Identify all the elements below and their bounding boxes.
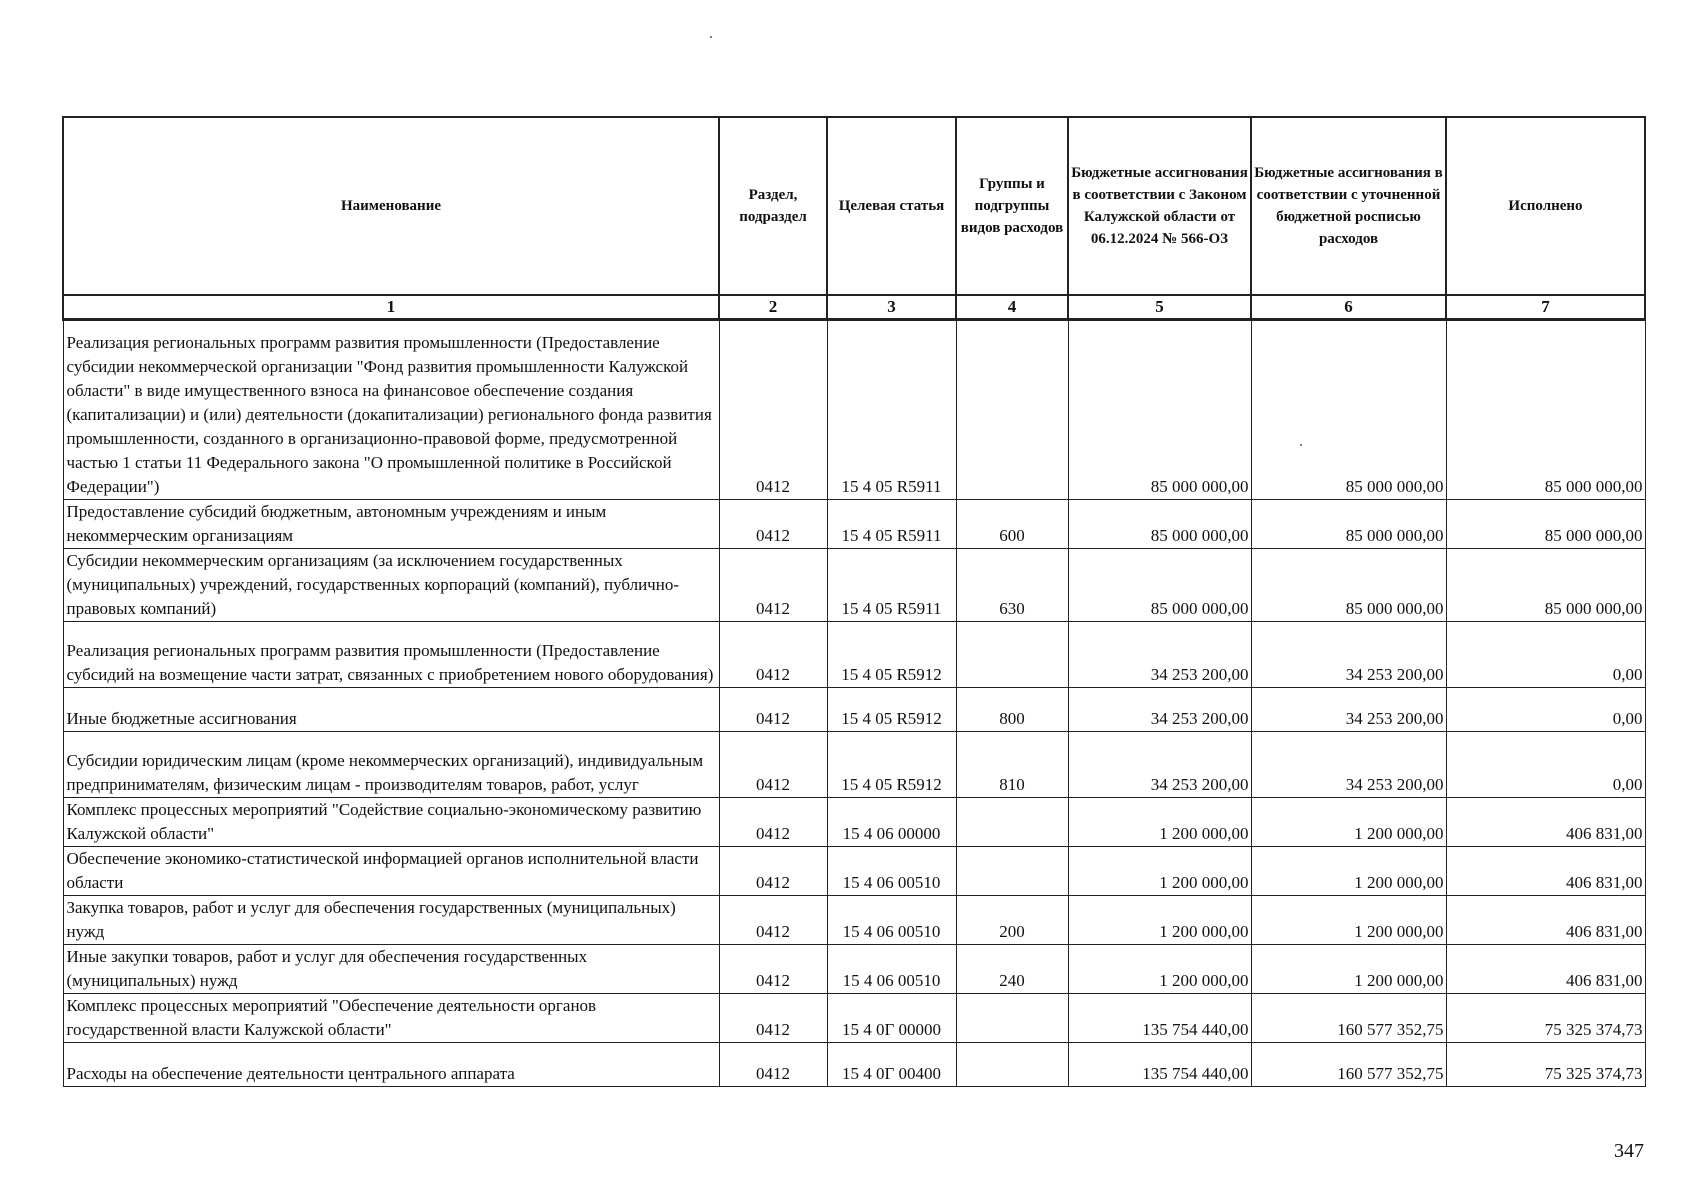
cell-law-amount: 1 200 000,00: [1068, 847, 1251, 896]
cell-executed-amount: 0,00: [1446, 732, 1645, 798]
cell-target-article: 15 4 05 R5912: [827, 688, 956, 732]
cell-expense-group: [956, 622, 1068, 688]
cell-expense-group: 600: [956, 500, 1068, 549]
cell-name: Субсидии юридическим лицам (кроме некоммерческих организаций), индивидуальным предпринимателям, физическим лицам - производителям товаров, работ, услуг: [63, 732, 719, 798]
cell-target-article: 15 4 06 00510: [827, 945, 956, 994]
cell-target-article: 15 4 06 00000: [827, 798, 956, 847]
cell-target-article: 15 4 06 00510: [827, 896, 956, 945]
cell-refined-amount: 34 253 200,00: [1251, 732, 1446, 798]
cell-expense-group: 630: [956, 549, 1068, 622]
header-name: Наименование: [63, 117, 719, 295]
header-refined-allocations: Бюджетные ассигнования в соответствии с уточненной бюджетной росписью расходов: [1251, 117, 1446, 295]
table-row: [63, 1043, 1645, 1087]
cell-law-amount: 85 000 000,00: [1068, 320, 1251, 500]
column-number: 7: [1446, 295, 1645, 320]
cell-refined-amount: 1 200 000,00: [1251, 896, 1446, 945]
table-row: [63, 622, 1645, 688]
cell-name: Иные закупки товаров, работ и услуг для обеспечения государственных (муниципальных) нужд: [63, 945, 719, 994]
column-number: 2: [719, 295, 827, 320]
cell-name: Закупка товаров, работ и услуг для обеспечения государственных (муниципальных) нужд: [63, 896, 719, 945]
table-row: [63, 732, 1645, 798]
scan-speck: [710, 36, 712, 38]
cell-target-article: 15 4 05 R5911: [827, 320, 956, 500]
header-executed: Исполнено: [1446, 117, 1645, 295]
cell-refined-amount: 85 000 000,00: [1251, 549, 1446, 622]
cell-law-amount: 34 253 200,00: [1068, 622, 1251, 688]
cell-law-amount: 34 253 200,00: [1068, 688, 1251, 732]
cell-law-amount: 34 253 200,00: [1068, 732, 1251, 798]
cell-law-amount: 135 754 440,00: [1068, 994, 1251, 1043]
cell-refined-amount: 85 000 000,00: [1251, 500, 1446, 549]
page-number: 347: [1614, 1140, 1644, 1162]
cell-name: Иные бюджетные ассигнования: [63, 688, 719, 732]
table-row: [63, 500, 1645, 549]
cell-target-article: 15 4 0Г 00400: [827, 1043, 956, 1087]
cell-section: 0412: [719, 896, 827, 945]
cell-executed-amount: 75 325 374,73: [1446, 994, 1645, 1043]
cell-executed-amount: 406 831,00: [1446, 847, 1645, 896]
header-row: [63, 117, 1645, 295]
cell-refined-amount: 34 253 200,00: [1251, 688, 1446, 732]
cell-target-article: 15 4 05 R5912: [827, 732, 956, 798]
table-body: [63, 320, 1645, 1087]
header-section: Раздел, подраздел: [719, 117, 827, 295]
cell-target-article: 15 4 05 R5912: [827, 622, 956, 688]
column-number: 5: [1068, 295, 1251, 320]
column-number: 6: [1251, 295, 1446, 320]
cell-law-amount: 135 754 440,00: [1068, 1043, 1251, 1087]
table-row: [63, 994, 1645, 1043]
cell-expense-group: [956, 320, 1068, 500]
table-row: [63, 945, 1645, 994]
cell-law-amount: 1 200 000,00: [1068, 798, 1251, 847]
cell-executed-amount: 0,00: [1446, 622, 1645, 688]
cell-section: 0412: [719, 500, 827, 549]
header-law-allocations: Бюджетные ассигнования в соответствии с Законом Калужской области от 06.12.2024 № 566-ОЗ: [1068, 117, 1251, 295]
cell-section: 0412: [719, 1043, 827, 1087]
cell-refined-amount: 160 577 352,75: [1251, 1043, 1446, 1087]
column-number-row: [63, 295, 1645, 320]
cell-section: 0412: [719, 994, 827, 1043]
cell-name: Субсидии некоммерческим организациям (за исключением государственных (муниципальных) учреждений, государственных корпораций (компаний), публично-правовых компаний): [63, 549, 719, 622]
cell-section: 0412: [719, 847, 827, 896]
cell-refined-amount: 1 200 000,00: [1251, 847, 1446, 896]
cell-refined-amount: 160 577 352,75: [1251, 994, 1446, 1043]
cell-target-article: 15 4 0Г 00000: [827, 994, 956, 1043]
cell-expense-group: 800: [956, 688, 1068, 732]
cell-executed-amount: 0,00: [1446, 688, 1645, 732]
cell-expense-group: 200: [956, 896, 1068, 945]
table-row: [63, 688, 1645, 732]
cell-target-article: 15 4 05 R5911: [827, 500, 956, 549]
cell-law-amount: 85 000 000,00: [1068, 500, 1251, 549]
cell-executed-amount: 406 831,00: [1446, 798, 1645, 847]
cell-name: Комплекс процессных мероприятий "Обеспечение деятельности органов государственной власти Калужской области": [63, 994, 719, 1043]
cell-law-amount: 1 200 000,00: [1068, 896, 1251, 945]
table-row: [63, 798, 1645, 847]
cell-refined-amount: 85 000 000,00: [1251, 320, 1446, 500]
cell-expense-group: 240: [956, 945, 1068, 994]
cell-name: Расходы на обеспечение деятельности центрального аппарата: [63, 1043, 719, 1087]
table-row: [63, 896, 1645, 945]
table-row: [63, 320, 1645, 500]
budget-execution-table: [62, 116, 1646, 1087]
cell-name: Обеспечение экономико-статистической информацией органов исполнительной власти области: [63, 847, 719, 896]
cell-name: Реализация региональных программ развития промышленности (Предоставление субсидии некоммерческой организации "Фонд развития промышленности Калужской области" в виде имущественного взноса на финансовое обеспечение создания (капитализации) и (или) деятельности (докапитализации) регионального фонда развития промышленности, созданного в организационно-правовой форме, предусмотренной частью 1 статьи 11 Федерального закона "О промышленной политике в Российской Федерации"): [63, 320, 719, 500]
cell-expense-group: [956, 994, 1068, 1043]
cell-name: Реализация региональных программ развития промышленности (Предоставление субсидий на возмещение части затрат, связанных с приобретением нового оборудования): [63, 622, 719, 688]
cell-law-amount: 1 200 000,00: [1068, 945, 1251, 994]
cell-expense-group: 810: [956, 732, 1068, 798]
table-row: [63, 847, 1645, 896]
cell-law-amount: 85 000 000,00: [1068, 549, 1251, 622]
cell-executed-amount: 85 000 000,00: [1446, 500, 1645, 549]
cell-section: 0412: [719, 549, 827, 622]
table-row: [63, 549, 1645, 622]
cell-refined-amount: 1 200 000,00: [1251, 945, 1446, 994]
cell-section: 0412: [719, 732, 827, 798]
cell-name: Комплекс процессных мероприятий "Содействие социально-экономическому развитию Калужской области": [63, 798, 719, 847]
column-number: 1: [63, 295, 719, 320]
cell-section: 0412: [719, 320, 827, 500]
cell-target-article: 15 4 05 R5911: [827, 549, 956, 622]
cell-executed-amount: 406 831,00: [1446, 896, 1645, 945]
cell-refined-amount: 1 200 000,00: [1251, 798, 1446, 847]
cell-name: Предоставление субсидий бюджетным, автономным учреждениям и иным некоммерческим организациям: [63, 500, 719, 549]
header-expense-groups: Группы и подгруппы видов расходов: [956, 117, 1068, 295]
cell-target-article: 15 4 06 00510: [827, 847, 956, 896]
cell-expense-group: [956, 847, 1068, 896]
cell-executed-amount: 406 831,00: [1446, 945, 1645, 994]
cell-section: 0412: [719, 688, 827, 732]
column-number: 3: [827, 295, 956, 320]
cell-expense-group: [956, 1043, 1068, 1087]
cell-expense-group: [956, 798, 1068, 847]
cell-section: 0412: [719, 945, 827, 994]
cell-executed-amount: 85 000 000,00: [1446, 320, 1645, 500]
column-number: 4: [956, 295, 1068, 320]
cell-executed-amount: 75 325 374,73: [1446, 1043, 1645, 1087]
cell-section: 0412: [719, 622, 827, 688]
cell-section: 0412: [719, 798, 827, 847]
cell-executed-amount: 85 000 000,00: [1446, 549, 1645, 622]
cell-refined-amount: 34 253 200,00: [1251, 622, 1446, 688]
header-target-article: Целевая статья: [827, 117, 956, 295]
